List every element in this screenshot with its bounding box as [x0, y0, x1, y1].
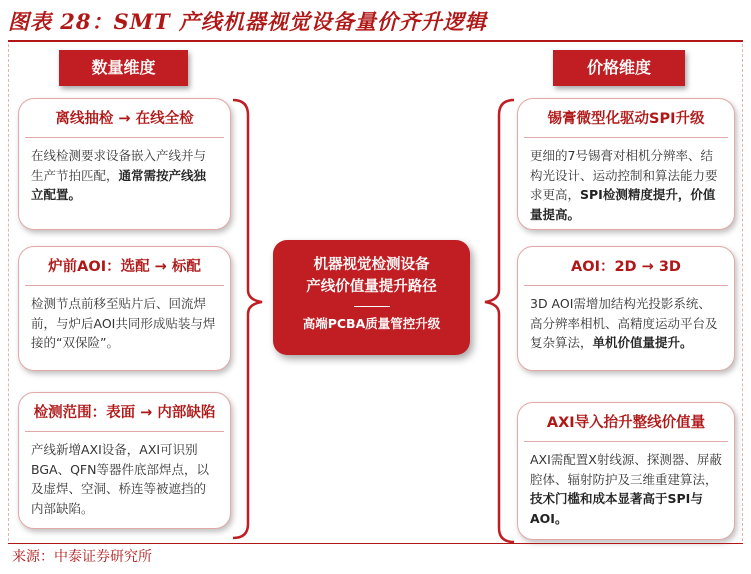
card-body — [31, 440, 218, 518]
card-body-text: 更细的7号锡膏对相机分辨率、结构光设计、运动控制和算法能力要求更高， — [530, 148, 718, 202]
card-body-emphasis: 技术门槛和成本显著高于SPI与AOI。 — [530, 491, 703, 526]
card-body — [530, 146, 722, 224]
price-card-axi-value — [517, 402, 735, 540]
card-title: AXI导入抬升整线价值量 — [524, 403, 728, 442]
center-subtitle: 高端PCBA质量管控升级 — [302, 316, 441, 331]
center-title-line-2: 产线价值量提升路径 — [306, 279, 437, 295]
quantity-dimension-header: 数量维度 — [59, 50, 188, 86]
card-body-emphasis: 通常需按产线独立配置。 — [31, 167, 207, 202]
price-card-spi-upgrade — [517, 98, 735, 230]
price-card-aoi-3d — [517, 246, 735, 371]
center-value-path-box — [273, 240, 470, 355]
card-body-text: 检测节点前移至贴片后、回流焊前，与炉后AOI共同形成贴装与焊接的“双保险”。 — [31, 296, 216, 350]
source-rule — [8, 543, 743, 544]
card-title: 锡膏微型化驱动SPI升级 — [524, 99, 728, 138]
center-divider — [354, 306, 390, 307]
left-bracket — [233, 100, 262, 538]
price-dimension-header: 价格维度 — [553, 50, 685, 86]
card-body-emphasis: 单机价值量提升。 — [592, 335, 693, 350]
source-note: 来源：中泰证券研究所 — [12, 549, 152, 565]
card-body-text: 在线检测要求设备嵌入产线并与生产节拍匹配， — [31, 148, 207, 183]
figure-title: 图表 28：SMT 产线机器视觉设备量价齐升逻辑 — [8, 9, 487, 34]
card-title: 检测范围：表面 → 内部缺陷 — [25, 393, 224, 432]
right-bracket — [485, 100, 514, 542]
card-title: 炉前AOI：选配 → 标配 — [25, 247, 224, 286]
card-body-text: 产线新增AXI设备，AXI可识别BGA、QFN等器件底部焊点，以及虚焊、空洞、桥连等被遮挡的内部缺陷。 — [31, 442, 209, 516]
quantity-card-inline-inspection — [18, 98, 231, 230]
quantity-card-inspection-scope — [18, 392, 231, 529]
card-body — [31, 294, 218, 353]
card-body-emphasis: SPI检测精度提升，价值量提高。 — [530, 187, 716, 222]
card-body-text: AXI需配置X射线源、探测器、屏蔽腔体、辐射防护及三维重建算法， — [530, 452, 722, 487]
card-title: AOI：2D → 3D — [524, 247, 728, 286]
card-body-text: 3D AOI需增加结构光投影系统、高分辨率相机、高精度运动平台及复杂算法， — [530, 296, 718, 350]
card-body — [31, 146, 218, 205]
card-title: 离线抽检 → 在线全检 — [25, 99, 224, 138]
center-title-line-1: 机器视觉检测设备 — [313, 257, 430, 273]
card-body — [530, 450, 722, 528]
quantity-card-pre-reflow-aoi — [18, 246, 231, 371]
card-body — [530, 294, 722, 353]
